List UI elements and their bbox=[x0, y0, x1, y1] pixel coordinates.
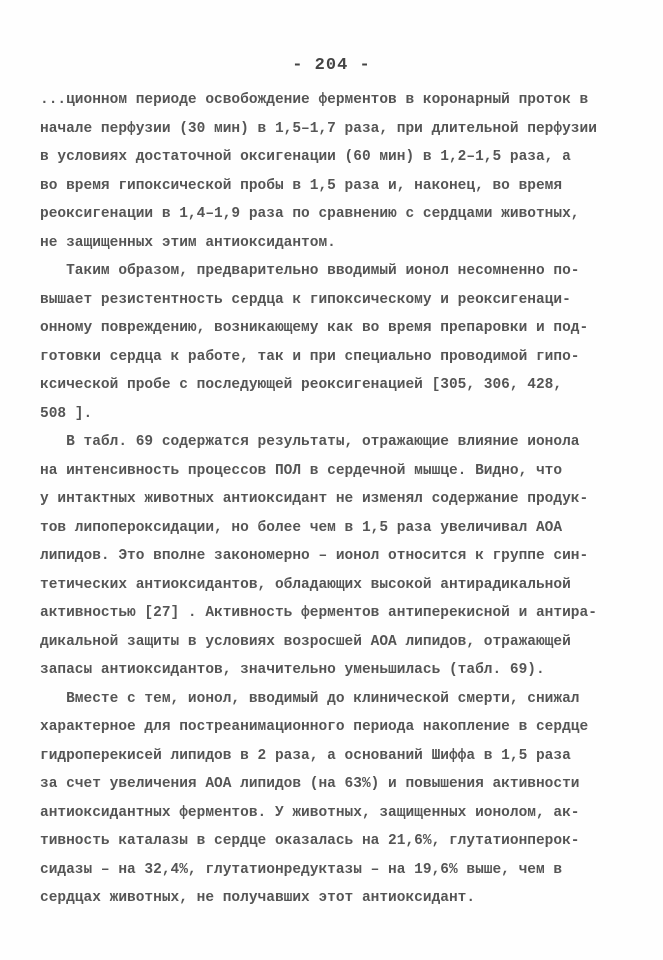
text-line: готовки сердца к работе, так и при специально проводимой гипо- bbox=[40, 348, 580, 365]
body-text bbox=[40, 86, 630, 913]
text-line: В табл. 69 содержатся результаты, отражающие влияние ионола bbox=[40, 434, 580, 450]
text-line: липидов. Это вполне закономерно – ионол относится к группе син- bbox=[40, 548, 589, 564]
text-line: у интактных животных антиоксидант не изменял содержание продук- bbox=[40, 491, 589, 507]
text-line: гидроперекисей липидов в 2 раза, а оснований Шиффа в 1,5 раза bbox=[40, 747, 571, 764]
text-line: запасы антиоксидантов, значительно уменьшилась (табл. 69). bbox=[40, 662, 545, 678]
text-line: 508 ]. bbox=[40, 405, 93, 422]
text-line: тивность каталазы в сердце оказалась на 21,6%, глутатионперок- bbox=[40, 833, 580, 849]
text-line: Вместе с тем, ионол, вводимый до клинической смерти, снижал bbox=[40, 690, 580, 707]
text-line: характерное для постреанимационного периода накопление в сердце bbox=[40, 719, 589, 735]
text-line: тов липопероксидации, но более чем в 1,5 раза увеличивал АОА bbox=[40, 519, 563, 536]
text-line: вышает резистентность сердца к гипоксическому и реоксигенаци- bbox=[40, 291, 571, 308]
text-line: на интенсивность процессов ПОЛ в сердечной мышце. Видно, что bbox=[40, 462, 563, 479]
text-line: онному повреждению, возникающему как во время препаровки и под- bbox=[40, 320, 589, 336]
text-line: во время гипоксической пробы в 1,5 раза и, наконец, во время bbox=[40, 177, 563, 194]
text-line: дикальной защиты в условиях возросшей АОА липидов, отражающей bbox=[40, 633, 571, 650]
text-line: Таким образом, предварительно вводимый ионол несомненно по- bbox=[40, 263, 580, 279]
text-line: ксической пробе с последующей реоксигенацией [305, 306, 428, bbox=[40, 377, 563, 393]
text-line: антиоксидантных ферментов. У животных, защищенных ионолом, ак- bbox=[40, 804, 580, 821]
text-line: начале перфузии (30 мин) в 1,5–1,7 раза, при длительной перфузии bbox=[40, 120, 597, 137]
text-line: ...ционном периоде освобождение ферментов в коронарный проток в bbox=[40, 92, 589, 108]
text-line: тетических антиоксидантов, обладающих высокой антирадикальной bbox=[40, 576, 571, 593]
text-line: активностью [27] . Активность ферментов антиперекисной и антира- bbox=[40, 605, 597, 621]
text-line: реоксигенации в 1,4–1,9 раза по сравнению с сердцами животных, bbox=[40, 206, 580, 222]
text-line: не защищенных этим антиоксидантом. bbox=[40, 234, 336, 251]
page-number: - 204 - bbox=[292, 56, 371, 75]
text-line: сердцах животных, не получавших этот антиоксидант. bbox=[40, 890, 476, 906]
text-line: в условиях достаточной оксигенации (60 мин) в 1,2–1,5 раза, а bbox=[40, 149, 571, 165]
text-line: сидазы – на 32,4%, глутатионредуктазы – на 19,6% выше, чем в bbox=[40, 861, 563, 878]
text-line: за счет увеличения АОА липидов (на 63%) и повышения активности bbox=[40, 776, 580, 792]
